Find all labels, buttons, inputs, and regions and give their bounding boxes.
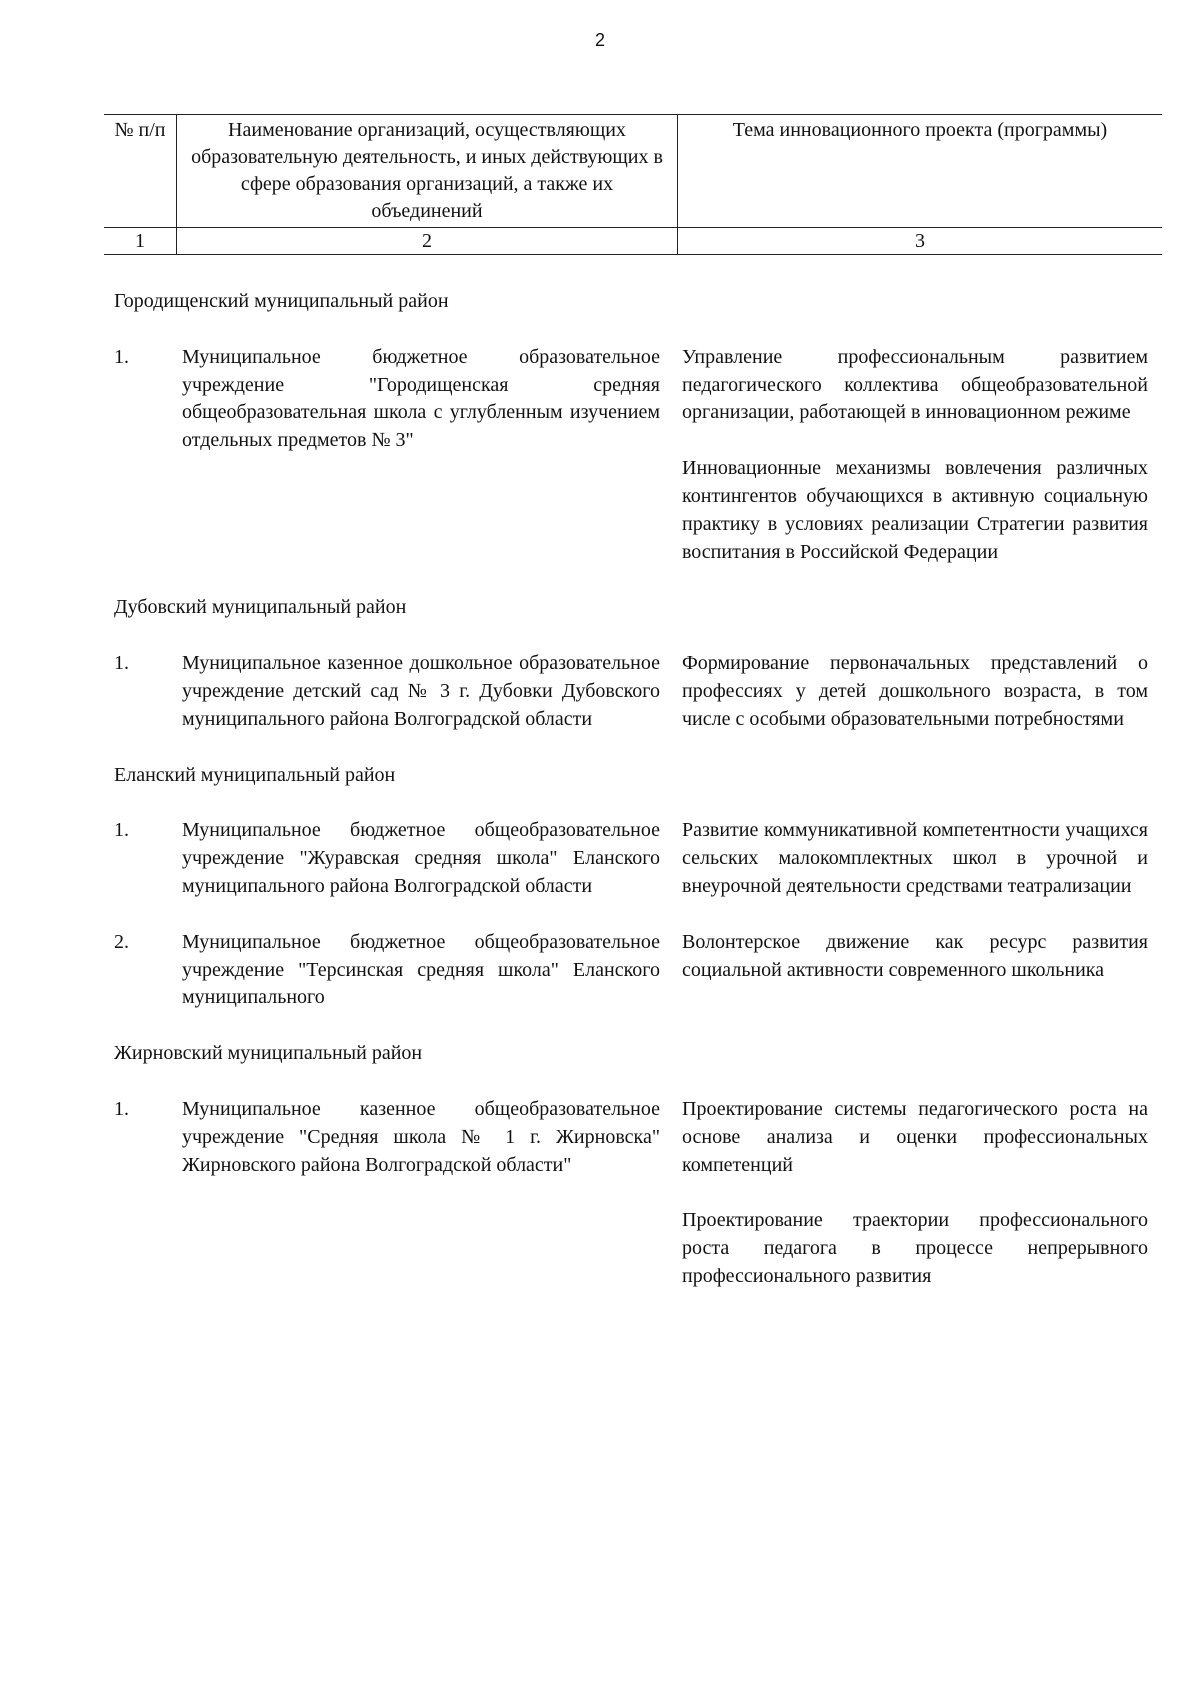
- table-row: [114, 344, 1162, 567]
- table-row: [114, 929, 1162, 1012]
- project-themes: [682, 650, 1148, 733]
- header-number-column: № п/п: [104, 115, 177, 228]
- project-themes: [682, 929, 1148, 1012]
- table-header-row: [104, 115, 1162, 228]
- table-row: [114, 1096, 1162, 1291]
- table-header: [104, 114, 1162, 255]
- table-row: [114, 650, 1162, 733]
- project-theme: Проектирование траектории профессионального роста педагога в процессе непрерывного профессионального развития: [682, 1209, 1148, 1287]
- district-gorodishchensky: [114, 288, 1162, 566]
- header-organization-column: Наименование организаций, осуществляющих образовательную деятельность, и иных действующих в сфере образования организаций, а также их объединений: [177, 115, 678, 228]
- organization-name: Муниципальное бюджетное образовательное учреждение "Городищенская средняя общеобразовательная школа с углубленным изучением отдельных предметов № 3": [182, 345, 660, 452]
- project-theme: Развитие коммуникативной компетентности учащихся сельских малокомплектных школ в урочной и внеурочной деятельности средствами театрализации: [682, 819, 1148, 897]
- project-theme: Инновационные механизмы вовлечения различных контингентов обучающихся в активную социальную практику в условиях реализации Стратегии развития воспитания в Российской Федерации: [682, 457, 1148, 563]
- row-number: 1.: [114, 345, 129, 368]
- project-theme: Проектирование системы педагогического роста на основе анализа и оценки профессиональных компетенций: [682, 1097, 1148, 1176]
- project-theme: Управление профессиональным развитием педагогического коллектива общеобразовательной организации, работающей в инновационном режиме: [682, 345, 1148, 424]
- district-elansky: [114, 762, 1162, 1013]
- district-heading: Еланский муниципальный район: [114, 763, 396, 786]
- header-project-theme-column: Тема инновационного проекта (программы): [678, 115, 1163, 228]
- column-number-2: 2: [177, 228, 678, 255]
- column-numbers-row: [104, 228, 1162, 255]
- column-number-3: 3: [678, 228, 1163, 255]
- row-number: 1.: [114, 652, 129, 675]
- page-number: 2: [594, 30, 605, 50]
- document-body: [114, 288, 1162, 1319]
- row-number: 1.: [114, 819, 129, 842]
- district-zhirnovsky: [114, 1040, 1162, 1291]
- project-theme: Волонтерское движение как ресурс развития социальной активности современного школьника: [682, 930, 1148, 981]
- project-theme: Формирование первоначальных представлений о профессиях у детей дошкольного возраста, в том числе с особыми образовательными потребностями: [682, 652, 1148, 730]
- table-row: [114, 817, 1162, 900]
- project-themes: [682, 1096, 1148, 1291]
- district-heading: Дубовский муниципальный район: [114, 596, 407, 619]
- organization-name: Муниципальное казенное общеобразовательное учреждение "Средняя школа № 1 г. Жирновска" Жирновского района Волгоградской области": [182, 1097, 660, 1176]
- row-number: 1.: [114, 1097, 129, 1120]
- project-themes: [682, 344, 1148, 567]
- district-heading: Городищенский муниципальный район: [114, 290, 449, 312]
- row-number: 2.: [114, 930, 129, 953]
- column-number-1: 1: [104, 228, 177, 255]
- organization-name: Муниципальное казенное дошкольное образовательное учреждение детский сад № 3 г. Дубовки Дубовского муниципального района Волгоградской области: [182, 652, 660, 730]
- district-dubovsky: [114, 594, 1162, 733]
- organization-name: Муниципальное бюджетное общеобразовательное учреждение "Журавская средняя школа" Еланского муниципального района Волгоградской области: [182, 819, 660, 897]
- project-themes: [682, 817, 1148, 900]
- organization-name: Муниципальное бюджетное общеобразовательное учреждение "Терсинская средняя школа" Еланского муниципального: [182, 930, 660, 1009]
- district-heading: Жирновский муниципальный район: [114, 1042, 423, 1065]
